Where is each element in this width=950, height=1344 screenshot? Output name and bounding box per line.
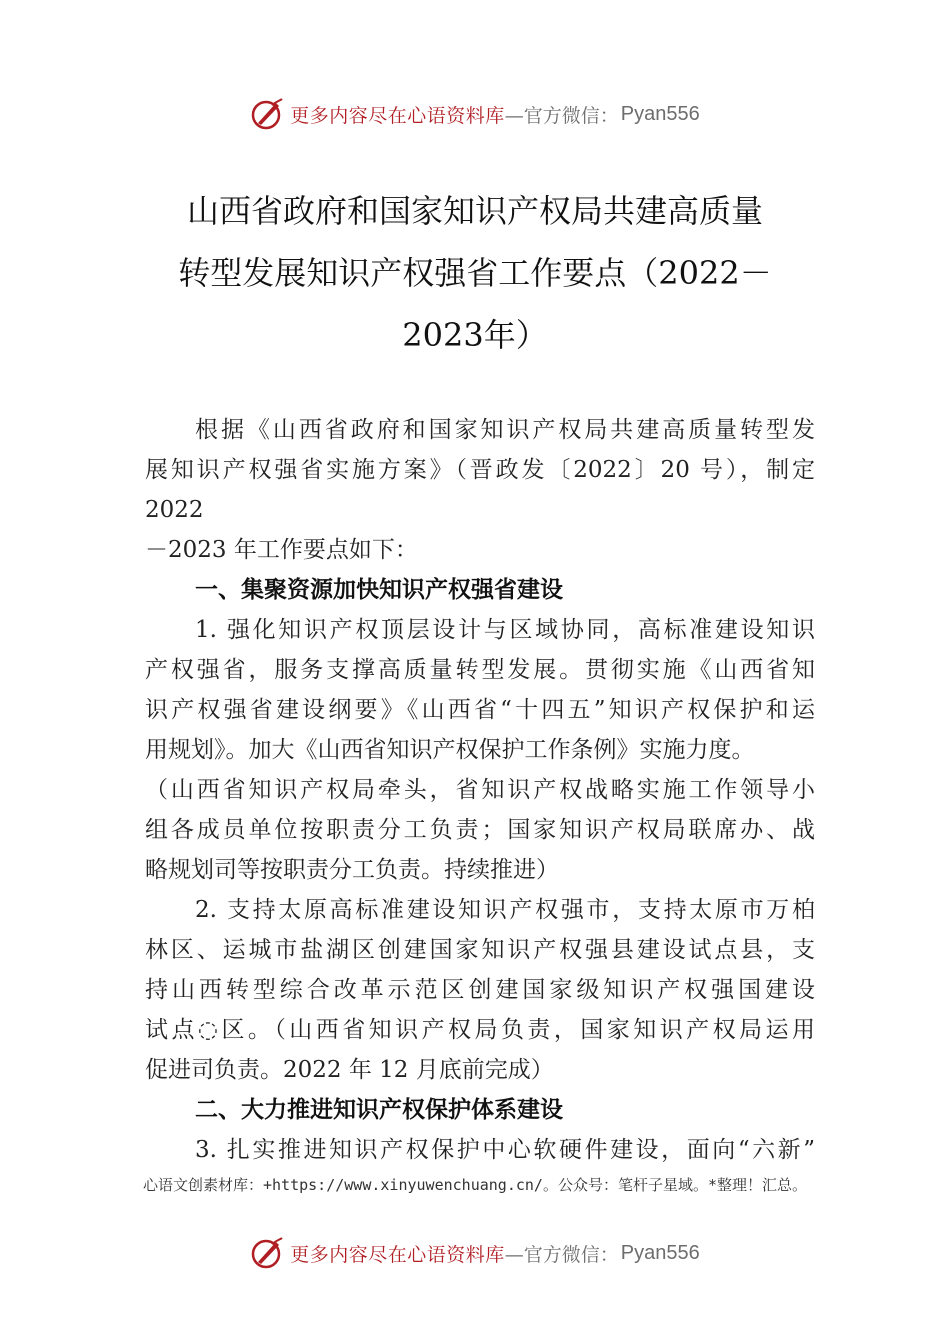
header-banner [0,94,950,134]
paragraph-line: 组各成员单位按职责分工负责；国家知识产权局联席办、战 [145,817,815,843]
title-line: 山西省政府和国家知识产权局共建高质量 [186,192,763,230]
section-heading: 一、集聚资源加快知识产权强省建设 [195,577,563,603]
quill-logo-icon [250,97,284,131]
paragraph-line: 展知识产权强省实施方案》（晋政发〔2022〕20 号），制定 [145,457,815,483]
source-note: 心语文创素材库：+https://www.xinyuwenchuang.cn/。公众号：笔杆子星域。*整理！汇总。 [143,1176,807,1194]
title-line: 2023年） [402,316,548,354]
paragraph-line: 用规划》。加大《山西省知识产权保护工作条例》实施力度。 [145,737,755,763]
paragraph-line: 2. 支持太原高标准建设知识产权强市，支持太原市万柏 [195,897,815,923]
paragraph-line: 促进司负责。2022 年 12 月底前完成） [145,1057,554,1083]
paragraph-line: 试点◌区。（山西省知识产权局负责，国家知识产权局运用 [145,1017,815,1043]
section-heading: 二、大力推进知识产权保护体系建设 [195,1097,563,1123]
banner-wechat-label: —官方微信： [504,1243,619,1266]
paragraph-line: 林区、运城市盐湖区创建国家知识产权强县建设试点县，支 [145,937,815,963]
paragraph-line: 识产权强省建设纲要》《山西省“十四五”知识产权保护和运 [145,697,815,723]
quill-logo-icon [250,1236,284,1270]
paragraph-line: 1. 强化知识产权顶层设计与区域协同，高标准建设知识 [195,617,815,643]
paragraph-line: －2023 年工作要点如下： [145,537,418,563]
paragraph-line: 产权强省，服务支撑高质量转型发展。贯彻实施《山西省知 [145,657,815,683]
paragraph-line: （山西省知识产权局牵头，省知识产权战略实施工作领导小 [145,777,815,803]
banner-text: 更多内容尽在心语资料库 [290,1243,505,1266]
paragraph-line: 根据《山西省政府和国家知识产权局共建高质量转型发 [195,417,815,443]
paragraph-line: 3. 扎实推进知识产权保护中心软硬件建设，面向“六新” [195,1137,815,1163]
document-title [140,180,810,366]
footer-banner [0,1233,950,1273]
title-line: 转型发展知识产权强省工作要点（2022－ [178,254,772,292]
banner-wechat-id: Pyan556 [620,102,700,125]
banner-wechat-label: —官方微信： [504,104,619,127]
paragraph-line: 持山西转型综合改革示范区创建国家级知识产权强国建设 [145,977,815,1003]
paragraph-line: 2022 [145,497,204,523]
banner-wechat-id: Pyan556 [620,1241,700,1264]
paragraph-line: 略规划司等按职责分工负责。持续推进） [145,857,559,883]
document-body [145,410,815,1170]
banner-text: 更多内容尽在心语资料库 [290,104,505,127]
